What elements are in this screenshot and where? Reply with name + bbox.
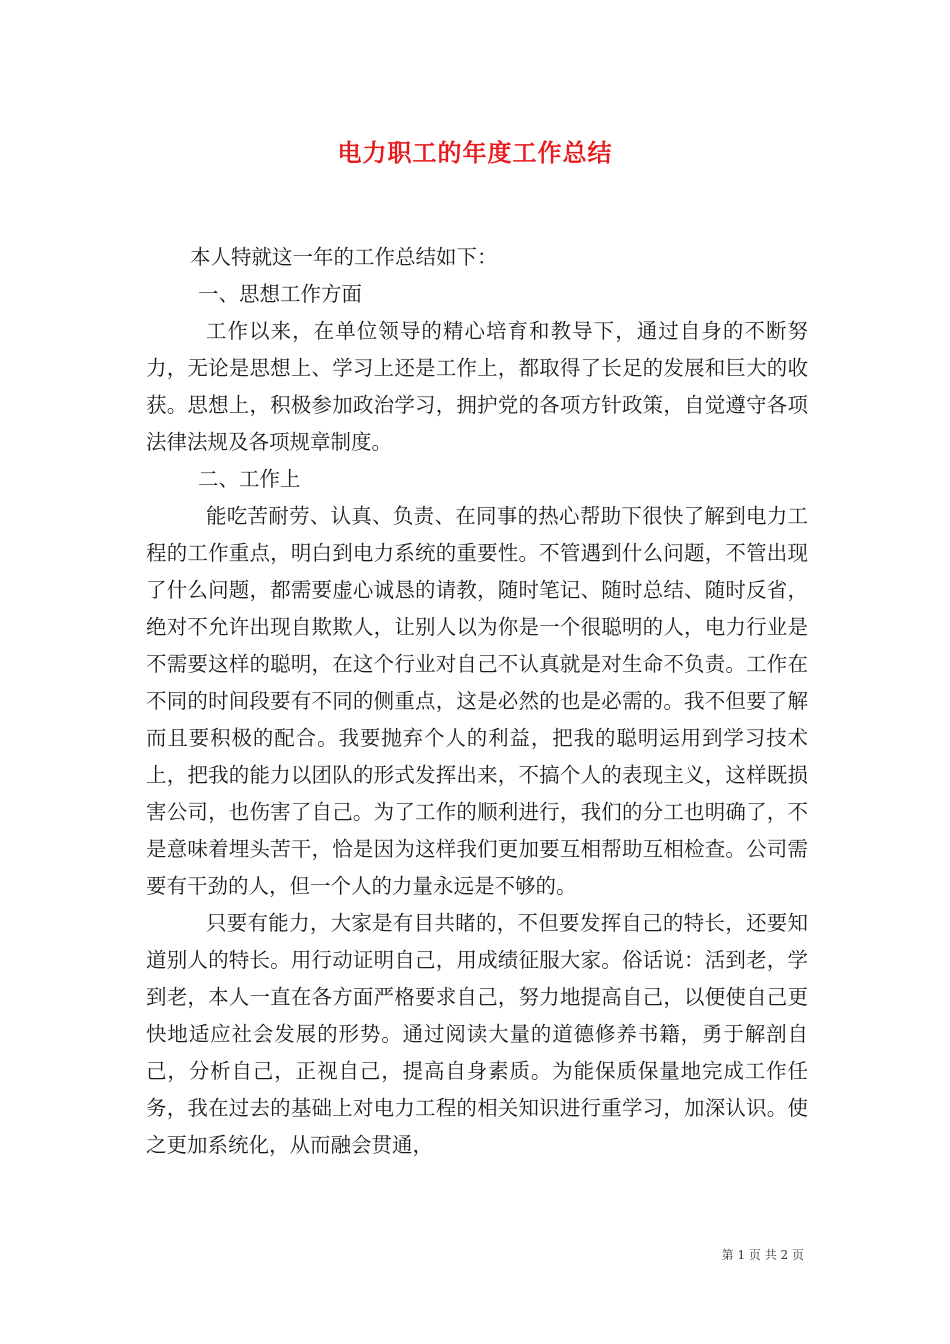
intro-paragraph: 本人特就这一年的工作总结如下： <box>190 245 498 269</box>
page-title: 电力职工的年度工作总结 <box>337 138 613 167</box>
paragraph-work: 能吃苦耐劳、认真、负责、在同事的热心帮助下很快了解到电力工程的工作重点，明白到电力系统的重要性。不管遇到什么问题，不管出现了什么问题，都需要虚心诚恳的请教，随时笔记、随时总结、随时反省，绝对不允许出现自欺欺人，让别人以为你是一个很聪明的人，电力行业是不需要这样的聪明，在这个行业对自己不认真就是对生命不负责。工作在不同的时间段要有不同的侧重点，这是必然的也是必需的。我不但要了解而且要积极的配合。我要抛弃个人的利益，把我的聪明运用到学习技术上，把我的能力以团队的形式发挥出来，不搞个人的表现主义，这样既损害公司，也伤害了自己。为了工作的顺利进行，我们的分工也明确了，不是意味着埋头苦干，恰是因为这样我们更加要互相帮助互相检查。公司需要有干劲的人，但一个人的力量永远是不够的。 <box>146 504 808 898</box>
paragraph-ability: 只要有能力，大家是有目共睹的，不但要发挥自己的特长，还要知道别人的特长。用行动证明自己，用成绩征服大家。俗话说：活到老，学到老，本人一直在各方面严格要求自己，努力地提高自己，以便使自己更快地适应社会发展的形势。通过阅读大量的道德修养书籍，勇于解剖自己，分析自己，正视自己，提高自身素质。为能保质保量地完成工作任务，我在过去的基础上对电力工程的相关知识进行重学习，加深认识。使之更加系统化，从而融会贯通， <box>146 911 808 1157</box>
page-number: 第 1 页 共 2 页 <box>721 1248 804 1262</box>
document-body <box>146 239 808 1164</box>
paragraph-ideology: 工作以来，在单位领导的精心培育和教导下，通过自身的不断努力，无论是思想上、学习上还是工作上，都取得了长足的发展和巨大的收获。思想上，积极参加政治学习，拥护党的各项方针政策，自觉遵守各项法律法规及各项规章制度。 <box>146 319 808 454</box>
section-heading-ideology: 一、思想工作方面 <box>198 282 362 306</box>
section-heading-work: 二、工作上 <box>198 467 301 491</box>
